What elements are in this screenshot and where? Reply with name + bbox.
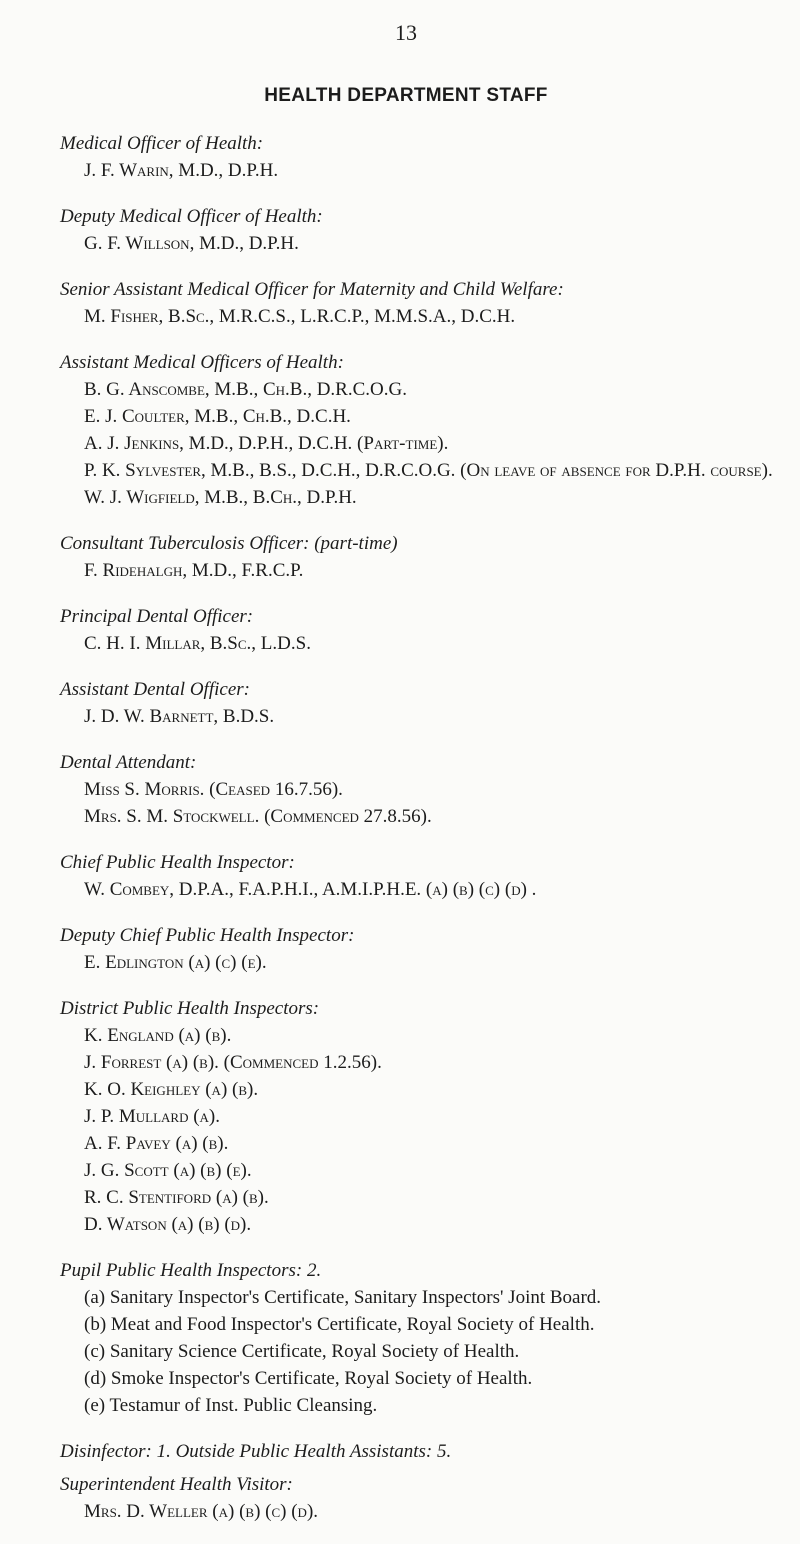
section-heading: Assistant Medical Officers of Health: (60, 352, 344, 373)
qualification-entry: (b) Meat and Food Inspector's Certificate, Royal Society of Health. (84, 1314, 595, 1335)
staff-entry: Mrs. S. M. Stockwell. (Commenced 27.8.56). (84, 806, 432, 827)
section-pupil-inspectors (60, 1257, 790, 1419)
section-heading: Medical Officer of Health: (60, 133, 264, 154)
staff-entry: B. G. Anscombe, M.B., Ch.B., D.R.C.O.G. (84, 379, 407, 400)
section-heading: Deputy Medical Officer of Health: (60, 206, 323, 227)
staff-entry: R. C. Stentiford (a) (b). (84, 1187, 269, 1208)
section-heading: Dental Attendant: (60, 752, 197, 773)
section-consultant-tb (60, 530, 790, 584)
section-deputy-medical-officer (60, 203, 790, 257)
section-deputy-chief-inspector (60, 922, 790, 976)
section-chief-inspector (60, 849, 790, 903)
qualification-entry: (c) Sanitary Science Certificate, Royal Society of Health. (84, 1341, 520, 1362)
qualification-entry: (a) Sanitary Inspector's Certificate, Sanitary Inspectors' Joint Board. (84, 1287, 602, 1308)
staff-entry: E. J. Coulter, M.B., Ch.B., D.C.H. (84, 406, 351, 427)
page-number: 13 (395, 20, 417, 45)
section-principal-dental (60, 603, 790, 657)
staff-entry: W. J. Wigfield, M.B., B.Ch., D.P.H. (84, 487, 357, 508)
disinfector-line: Disinfector: 1. Outside Public Health Assistants: 5. (60, 1441, 452, 1462)
section-heading: Consultant Tuberculosis Officer: (part-time) (60, 533, 398, 554)
section-disinfector (60, 1438, 790, 1465)
staff-entry: M. Fisher, B.Sc., M.R.C.S., L.R.C.P., M.M.S.A., D.C.H. (84, 306, 516, 327)
staff-entry: Mrs. D. Weller (a) (b) (c) (d). (84, 1501, 319, 1522)
section-superintendent-hv (60, 1471, 790, 1525)
section-heading: Chief Public Health Inspector: (60, 852, 295, 873)
staff-entry: E. Edlington (a) (c) (e). (84, 952, 267, 973)
staff-entry: C. H. I. Millar, B.Sc., L.D.S. (84, 633, 311, 654)
section-heading: Principal Dental Officer: (60, 606, 254, 627)
page-title: HEALTH DEPARTMENT STAFF (264, 85, 548, 106)
qualification-entry: (d) Smoke Inspector's Certificate, Royal Society of Health. (84, 1368, 533, 1389)
section-heading: Assistant Dental Officer: (60, 679, 250, 700)
staff-entry: J. P. Mullard (a). (84, 1106, 221, 1127)
staff-entry: K. O. Keighley (a) (b). (84, 1079, 259, 1100)
section-heading: Senior Assistant Medical Officer for Maternity and Child Welfare: (60, 279, 564, 300)
staff-entry: A. J. Jenkins, M.D., D.P.H., D.C.H. (Part-time). (84, 433, 449, 454)
section-dental-attendant (60, 749, 790, 830)
staff-entry: J. Forrest (a) (b). (Commenced 1.2.56). (84, 1052, 382, 1073)
staff-entry: W. Combey, D.P.A., F.A.P.H.I., A.M.I.P.H.E. (a) (b) (c) (d) . (84, 879, 537, 900)
staff-list (60, 130, 790, 1544)
section-heading: Deputy Chief Public Health Inspector: (60, 925, 355, 946)
staff-entry: P. K. Sylvester, M.B., B.S., D.C.H., D.R.C.O.G. (On leave of absence for D.P.H. course). (84, 460, 773, 481)
staff-entry: K. England (a) (b). (84, 1025, 232, 1046)
staff-entry: J. F. Warin, M.D., D.P.H. (84, 160, 279, 181)
section-medical-officer (60, 130, 790, 184)
qualification-entry: (e) Testamur of Inst. Public Cleansing. (84, 1395, 378, 1416)
section-heading: District Public Health Inspectors: (60, 998, 320, 1019)
staff-entry: Miss S. Morris. (Ceased 16.7.56). (84, 779, 343, 800)
section-heading: Pupil Public Health Inspectors: 2. (60, 1260, 322, 1281)
staff-entry: J. D. W. Barnett, B.D.S. (84, 706, 275, 727)
staff-entry: G. F. Willson, M.D., D.P.H. (84, 233, 299, 254)
section-district-inspectors (60, 995, 790, 1238)
staff-entry: J. G. Scott (a) (b) (e). (84, 1160, 252, 1181)
section-heading: Superintendent Health Visitor: (60, 1474, 293, 1495)
section-senior-assistant (60, 276, 790, 330)
staff-entry: D. Watson (a) (b) (d). (84, 1214, 252, 1235)
section-assistant-medical-officers (60, 349, 790, 511)
staff-entry: F. Ridehalgh, M.D., F.R.C.P. (84, 560, 304, 581)
section-assistant-dental (60, 676, 790, 730)
staff-entry: A. F. Pavey (a) (b). (84, 1133, 229, 1154)
